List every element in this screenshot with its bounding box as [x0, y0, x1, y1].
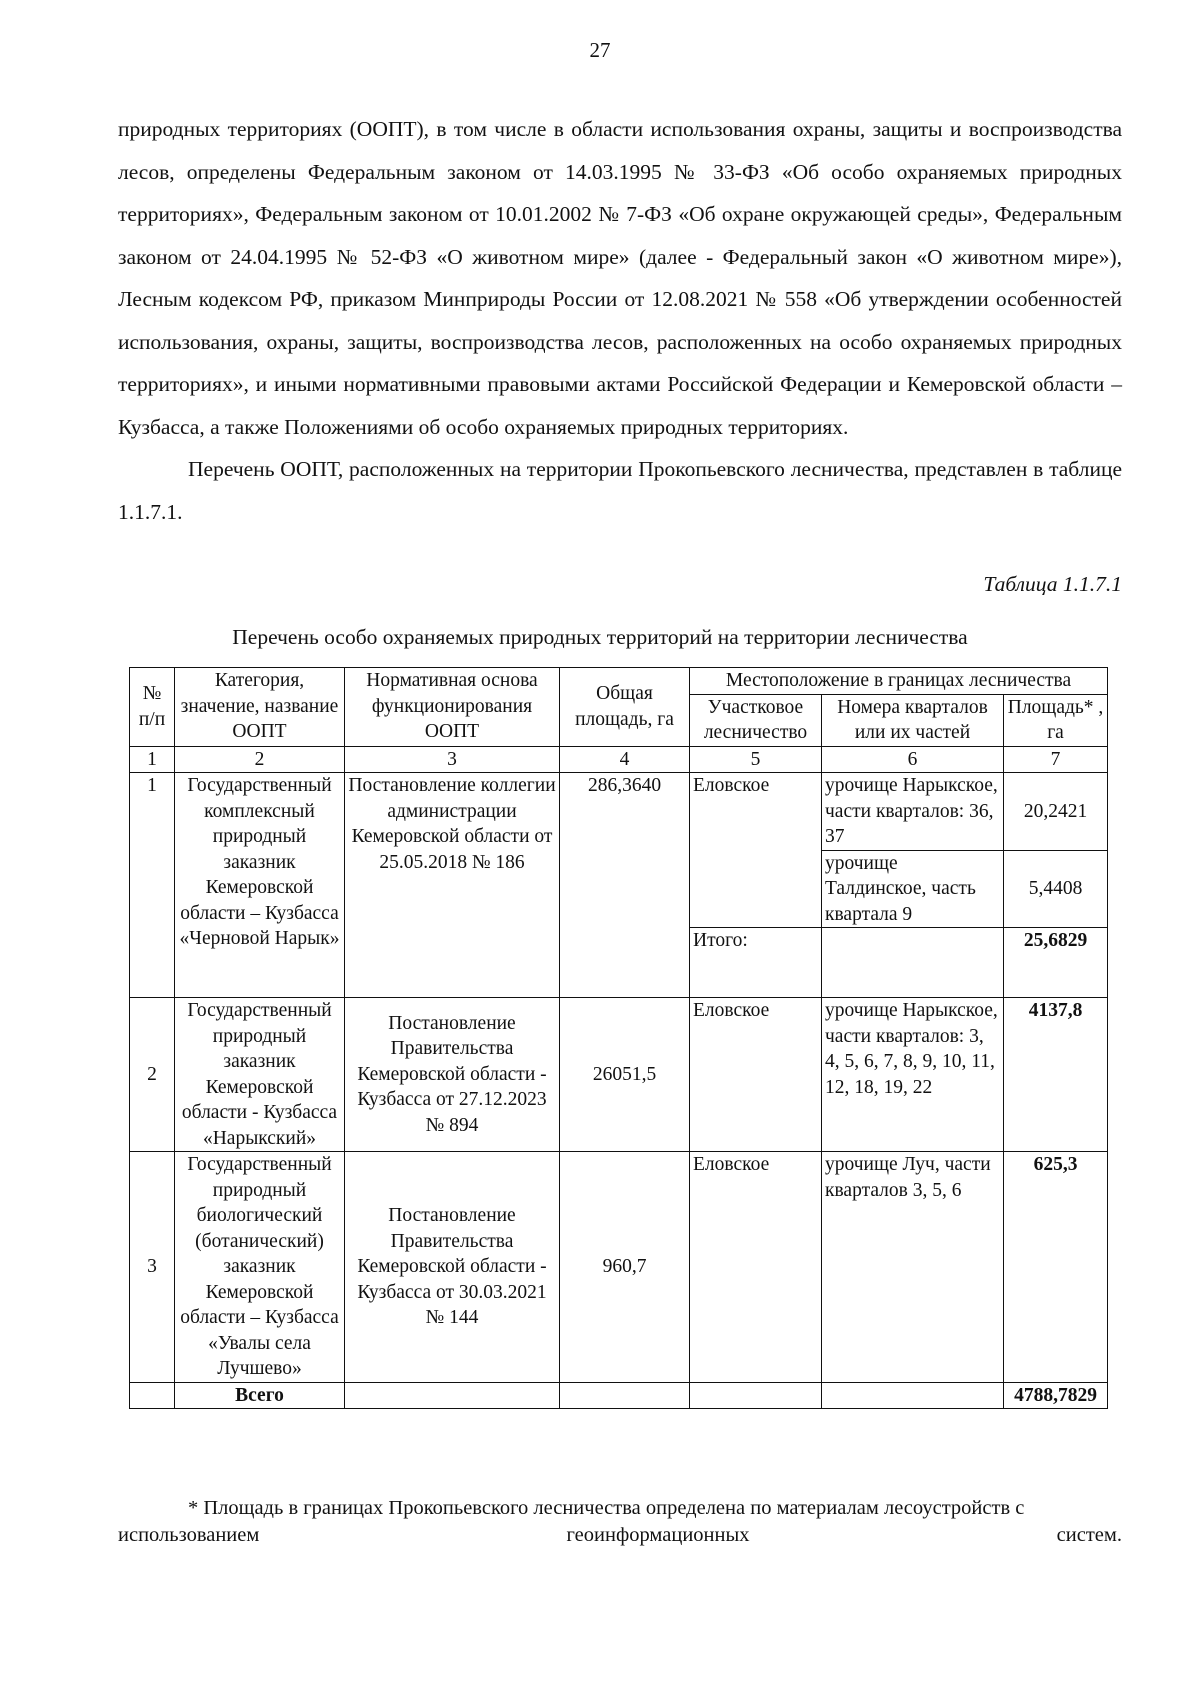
- row-num: 3: [130, 1152, 175, 1383]
- row-quarters: урочище Нарыкское, части кварталов: 3, 4, 5, 6, 7, 8, 9, 10, 11, 12, 18, 19, 22: [822, 998, 1004, 1152]
- row-area: 20,2421: [1004, 773, 1108, 851]
- row-total-area: 286,3640: [560, 773, 690, 998]
- row-category: Государственный природный биологический (ботанический) заказник Кемеровской области – Кузбасса «Увалы села Лучшево»: [175, 1152, 345, 1383]
- col-number: 7: [1004, 746, 1108, 773]
- oopt-table: [129, 667, 1108, 1409]
- row-quarters: урочище Нарыкское, части кварталов: 36, 37: [822, 773, 1004, 851]
- row-subtotal-label: Итого:: [690, 928, 822, 998]
- total-empty: [130, 1382, 175, 1409]
- row-district: Еловское: [690, 998, 822, 1152]
- header-total-area: Общая площадь, га: [560, 668, 690, 747]
- col-number: 1: [130, 746, 175, 773]
- row-basis: Постановление Правительства Кемеровской области - Кузбасса от 30.03.2021 № 144: [345, 1152, 560, 1383]
- footnote: [118, 1495, 1122, 1549]
- header-location: Местоположение в границах лесничества: [690, 668, 1108, 695]
- row-basis: Постановление Правительства Кемеровской области - Кузбасса от 27.12.2023 № 894: [345, 998, 560, 1152]
- total-label: Всего: [175, 1382, 345, 1409]
- row-category: Государственный комплексный природный заказник Кемеровской области – Кузбасса «Черновой Нарык»: [175, 773, 345, 998]
- footnote-word: использованием: [118, 1524, 260, 1546]
- row-basis: Постановление коллегии администрации Кемеровской области от 25.05.2018 № 186: [345, 773, 560, 998]
- col-number: 2: [175, 746, 345, 773]
- table-row: [130, 773, 1108, 851]
- row-area: 5,4408: [1004, 850, 1108, 928]
- row-num: 1: [130, 773, 175, 998]
- total-empty: [560, 1382, 690, 1409]
- row-total-area: 26051,5: [560, 998, 690, 1152]
- header-basis: Нормативная основа функционирования ООПТ: [345, 668, 560, 747]
- table-row: [130, 1152, 1108, 1383]
- total-empty: [690, 1382, 822, 1409]
- col-number: 3: [345, 746, 560, 773]
- total-empty: [822, 1382, 1004, 1409]
- total-empty: [345, 1382, 560, 1409]
- header-area: Площадь* , га: [1004, 694, 1108, 746]
- col-number: 5: [690, 746, 822, 773]
- col-number: 4: [560, 746, 690, 773]
- row-num: 2: [130, 998, 175, 1152]
- row-subtotal-area: 25,6829: [1004, 928, 1108, 998]
- table-total-row: [130, 1382, 1108, 1409]
- paragraph-1: природных территориях (ООПТ), в том числе в области использования охраны, защиты и воспроизводства лесов, определены Федеральным законом от 14.03.1995 № 33-ФЗ «Об особо охраняемых природных территориях», Федеральным законом от 10.01.2002 № 7-ФЗ «Об охране окружающей среды», Федеральным законом от 24.04.1995 № 52-ФЗ «О животном мире» (далее - Федеральный закон «О животном мире»), Лесным кодексом РФ, приказом Минприроды России от 12.08.2021 № 558 «Об утверждении особенностей использования, охраны, защиты, воспроизводства лесов, расположенных на особо охраняемых природных территориях», и иными нормативными правовыми актами Российской Федерации и Кемеровской области – Кузбасса, а также Положениями об особо охраняемых природных территориях.: [118, 117, 1122, 439]
- col-number: 6: [822, 746, 1004, 773]
- row-quarters: урочище Луч, части кварталов 3, 5, 6: [822, 1152, 1004, 1383]
- row-area: 4137,8: [1004, 998, 1108, 1152]
- header-district: Участковое лесничество: [690, 694, 822, 746]
- table-row: [130, 998, 1108, 1152]
- footnote-line-1: * Площадь в границах Прокопьевского лесничества определена по материалам лесоустройств с: [188, 1497, 1025, 1519]
- row-category: Государственный природный заказник Кемеровской области - Кузбасса «Нарыкский»: [175, 998, 345, 1152]
- header-num: № п/п: [130, 668, 175, 747]
- row-area: 625,3: [1004, 1152, 1108, 1383]
- row-subtotal-empty: [822, 928, 1004, 998]
- total-area: 4788,7829: [1004, 1382, 1108, 1409]
- row-district: Еловское: [690, 773, 822, 928]
- table-number: Таблица 1.1.7.1: [983, 572, 1122, 596]
- footnote-line-2: [118, 1522, 1122, 1549]
- paragraph-2: Перечень ООПТ, расположенных на территории Прокопьевского лесничества, представлен в таблице 1.1.7.1.: [118, 457, 1122, 524]
- footnote-word: геоинформационных: [566, 1524, 750, 1546]
- table-title: Перечень особо охраняемых природных территорий на территории лесничества: [232, 625, 968, 649]
- footnote-word: систем.: [1056, 1524, 1122, 1546]
- row-district: Еловское: [690, 1152, 822, 1383]
- row-total-area: 960,7: [560, 1152, 690, 1383]
- header-category: Категория, значение, название ООПТ: [175, 668, 345, 747]
- header-quarters: Номера кварталов или их частей: [822, 694, 1004, 746]
- row-quarters: урочище Талдинское, часть квартала 9: [822, 850, 1004, 928]
- column-number-row: [130, 746, 1108, 773]
- page-number: 27: [589, 38, 611, 62]
- body-text: [118, 108, 1122, 533]
